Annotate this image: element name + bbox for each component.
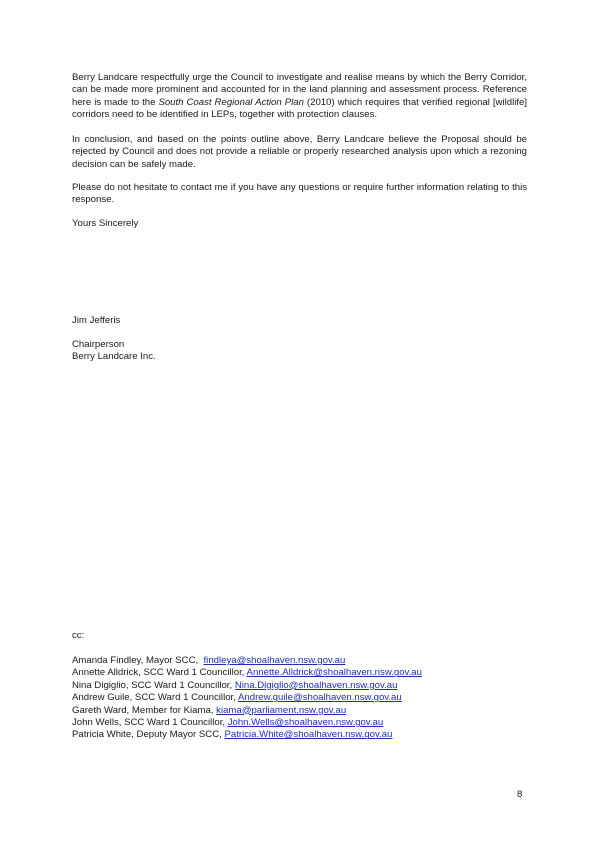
cc-recipient-name: Andrew Guile, SCC Ward 1 Councillor, [72,692,239,704]
email-link[interactable]: kiama@parliament.nsw.gov.au [216,704,347,716]
paragraph-corridor-end: (2010) which requires that verified regional [wildlife] corridors need to be identified in LEPs, together with protection clauses. [72,96,527,121]
paragraph-contact: Please do not hesitate to contact me if you have any questions or require further information relating to this response. [72,182,527,206]
cc-recipient-name: Gareth Ward, Member for Kiama, [72,704,217,716]
email-link[interactable]: Annette.Alldrick@shoalhaven.nsw.gov.au [246,667,422,679]
cc-recipient-name: Patricia White, Deputy Mayor SCC, [72,729,225,741]
cc-recipient [72,717,422,729]
email-link[interactable]: Andrew.guile@shoalhaven.nsw.gov.au [238,692,402,704]
cc-list [72,655,422,742]
cc-label: cc: [72,630,85,641]
email-link[interactable]: findleya@shoalhaven.nsw.gov.au [203,655,346,666]
page-number: 8 [517,789,523,800]
email-link[interactable]: Patricia.White@shoalhaven.nsw.gov.au [224,729,393,741]
signatory-org: Berry Landcare Inc. [72,351,156,362]
closing: Yours Sincerely [72,218,139,229]
cc-recipient-name: Annette Alldrick, SCC Ward 1 Councillor, [72,667,247,679]
cc-recipient [72,729,422,741]
signatory-title: Chairperson [72,339,125,350]
cc-recipient-name: Nina Digiglio, SCC Ward 1 Councillor, [72,679,235,691]
paragraph-corridor [72,72,527,122]
paragraph-conclusion: In conclusion, and based on the points outline above, Berry Landcare believe the Proposal should be rejected by Council and does not provide a reliable or properly researched analysis upon which a rezoning decision can be safely made. [72,134,527,170]
email-link[interactable]: John.Wells@shoalhaven.nsw.gov.au [227,717,384,729]
cc-recipient-name: John Wells, SCC Ward 1 Councillor, [72,717,228,729]
cc-recipient [72,680,422,692]
cc-recipient [72,655,422,667]
paragraph-corridor-text: Berry Landcare respectfully urge the Council to investigate and realise means by which the Berry Corridor, can be made more prominent and accounted for in the land planning and assessment process. Reference here is made to the [72,72,527,108]
cc-recipient [72,667,422,679]
cc-recipient [72,705,422,717]
email-link[interactable]: Nina.Digiglio@shoalhaven.nsw.gov.au [234,679,398,691]
signatory-name: Jim Jefferis [72,315,121,326]
cc-recipient-name: Amanda Findley, Mayor SCC, [72,655,204,666]
plan-title: South Coast Regional Action Plan [158,96,304,108]
cc-recipient [72,692,422,704]
